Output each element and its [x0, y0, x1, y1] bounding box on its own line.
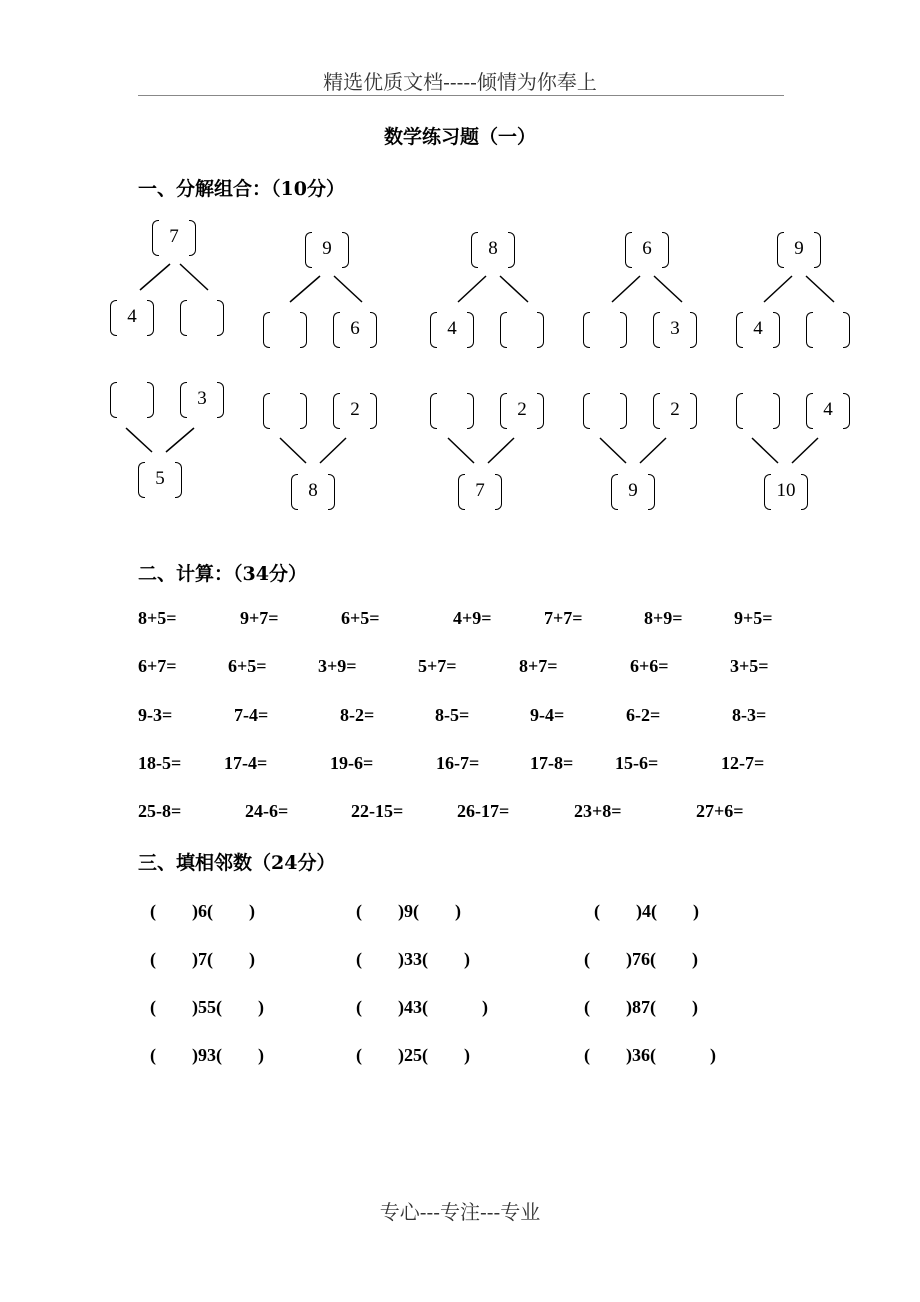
neighbor-item: ( )33( ) — [356, 949, 470, 969]
tree4-top-box[interactable]: 6 — [625, 232, 669, 268]
calc-expression: 26-17= — [457, 801, 510, 821]
calc-expression: 8+7= — [519, 656, 558, 676]
tree7-bottom-box[interactable]: 8 — [291, 474, 335, 510]
neighbor-item: ( )36( ) — [584, 1045, 716, 1065]
calc-expression: 17-8= — [530, 753, 574, 773]
neighbor-item: ( )93( ) — [150, 1045, 264, 1065]
calc-expression: 8-3= — [732, 705, 767, 725]
worksheet-title: 数学练习题（一） — [383, 126, 536, 148]
tree8-left-box[interactable] — [430, 393, 474, 429]
tree7-right-box[interactable]: 2 — [333, 393, 377, 429]
neighbor-item: ( )76( ) — [584, 949, 698, 969]
tree10-left-box[interactable] — [736, 393, 780, 429]
section1-heading: 一、分解组合：（10分） — [138, 178, 345, 200]
calc-expression: 3+5= — [730, 656, 769, 676]
calc-expression: 17-4= — [224, 753, 268, 773]
tree6-left-box[interactable] — [110, 382, 154, 418]
calc-expression: 22-15= — [351, 801, 404, 821]
tree1-right-box[interactable] — [180, 300, 224, 336]
tree5-right-box[interactable] — [806, 312, 850, 348]
calc-expression: 19-6= — [330, 753, 374, 773]
neighbor-item: ( )7( ) — [150, 949, 255, 969]
calc-expression: 6+5= — [341, 608, 380, 628]
tree1-left-box[interactable]: 4 — [110, 300, 154, 336]
tree3-right-box[interactable] — [500, 312, 544, 348]
calc-expression: 25-8= — [138, 801, 182, 821]
tree5-left-box[interactable]: 4 — [736, 312, 780, 348]
calc-expression: 8-5= — [435, 705, 470, 725]
tree10-right-box[interactable]: 4 — [806, 393, 850, 429]
calc-expression: 6+6= — [630, 656, 669, 676]
neighbor-item: ( )9( ) — [356, 901, 461, 921]
calc-expression: 5+7= — [418, 656, 457, 676]
section3-heading: 三、填相邻数（24分） — [138, 852, 336, 874]
calc-expression: 6+7= — [138, 656, 177, 676]
tree9-left-box[interactable] — [583, 393, 627, 429]
calc-expression: 9+7= — [240, 608, 279, 628]
tree7-left-box[interactable] — [263, 393, 307, 429]
section2-heading: 二、计算：（34分） — [138, 563, 307, 585]
tree3-left-box[interactable]: 4 — [430, 312, 474, 348]
header-divider — [138, 95, 784, 96]
neighbor-item: ( )43( ) — [356, 997, 488, 1017]
calc-expression: 4+9= — [453, 608, 492, 628]
calc-expression: 7-4= — [234, 705, 269, 725]
neighbor-item: ( )25( ) — [356, 1045, 470, 1065]
tree8-right-box[interactable]: 2 — [500, 393, 544, 429]
calc-expression: 8+5= — [138, 608, 177, 628]
neighbor-item: ( )4( ) — [594, 901, 699, 921]
neighbor-item: ( )87( ) — [584, 997, 698, 1017]
tree9-bottom-box[interactable]: 9 — [611, 474, 655, 510]
calc-expression: 12-7= — [721, 753, 765, 773]
tree4-left-box[interactable] — [583, 312, 627, 348]
tree3-top-box[interactable]: 8 — [471, 232, 515, 268]
page-footer: 专心---专注---专业 — [379, 1200, 541, 1224]
calc-expression: 7+7= — [544, 608, 583, 628]
calc-expression: 6-2= — [626, 705, 661, 725]
tree6-right-box[interactable]: 3 — [180, 382, 224, 418]
calc-expression: 16-7= — [436, 753, 480, 773]
tree4-right-box[interactable]: 3 — [653, 312, 697, 348]
neighbor-item: ( )6( ) — [150, 901, 255, 921]
tree2-right-box[interactable]: 6 — [333, 312, 377, 348]
tree5-top-box[interactable]: 9 — [777, 232, 821, 268]
calc-expression: 6+5= — [228, 656, 267, 676]
calc-expression: 8-2= — [340, 705, 375, 725]
calc-expression: 18-5= — [138, 753, 182, 773]
calc-expression: 3+9= — [318, 656, 357, 676]
tree2-left-box[interactable] — [263, 312, 307, 348]
page-header: 精选优质文档-----倾情为你奉上 — [323, 70, 597, 94]
tree2-top-box[interactable]: 9 — [305, 232, 349, 268]
calc-expression: 24-6= — [245, 801, 289, 821]
calc-expression: 15-6= — [615, 753, 659, 773]
calc-expression: 27+6= — [696, 801, 744, 821]
calc-expression: 9-4= — [530, 705, 565, 725]
tree1-top-box[interactable]: 7 — [152, 220, 196, 256]
calc-expression: 8+9= — [644, 608, 683, 628]
tree8-bottom-box[interactable]: 7 — [458, 474, 502, 510]
tree6-bottom-box[interactable]: 5 — [138, 462, 182, 498]
calc-expression: 9-3= — [138, 705, 173, 725]
neighbor-item: ( )55( ) — [150, 997, 264, 1017]
tree9-right-box[interactable]: 2 — [653, 393, 697, 429]
tree10-bottom-box[interactable]: 10 — [764, 474, 808, 510]
calc-expression: 23+8= — [574, 801, 622, 821]
calc-expression: 9+5= — [734, 608, 773, 628]
